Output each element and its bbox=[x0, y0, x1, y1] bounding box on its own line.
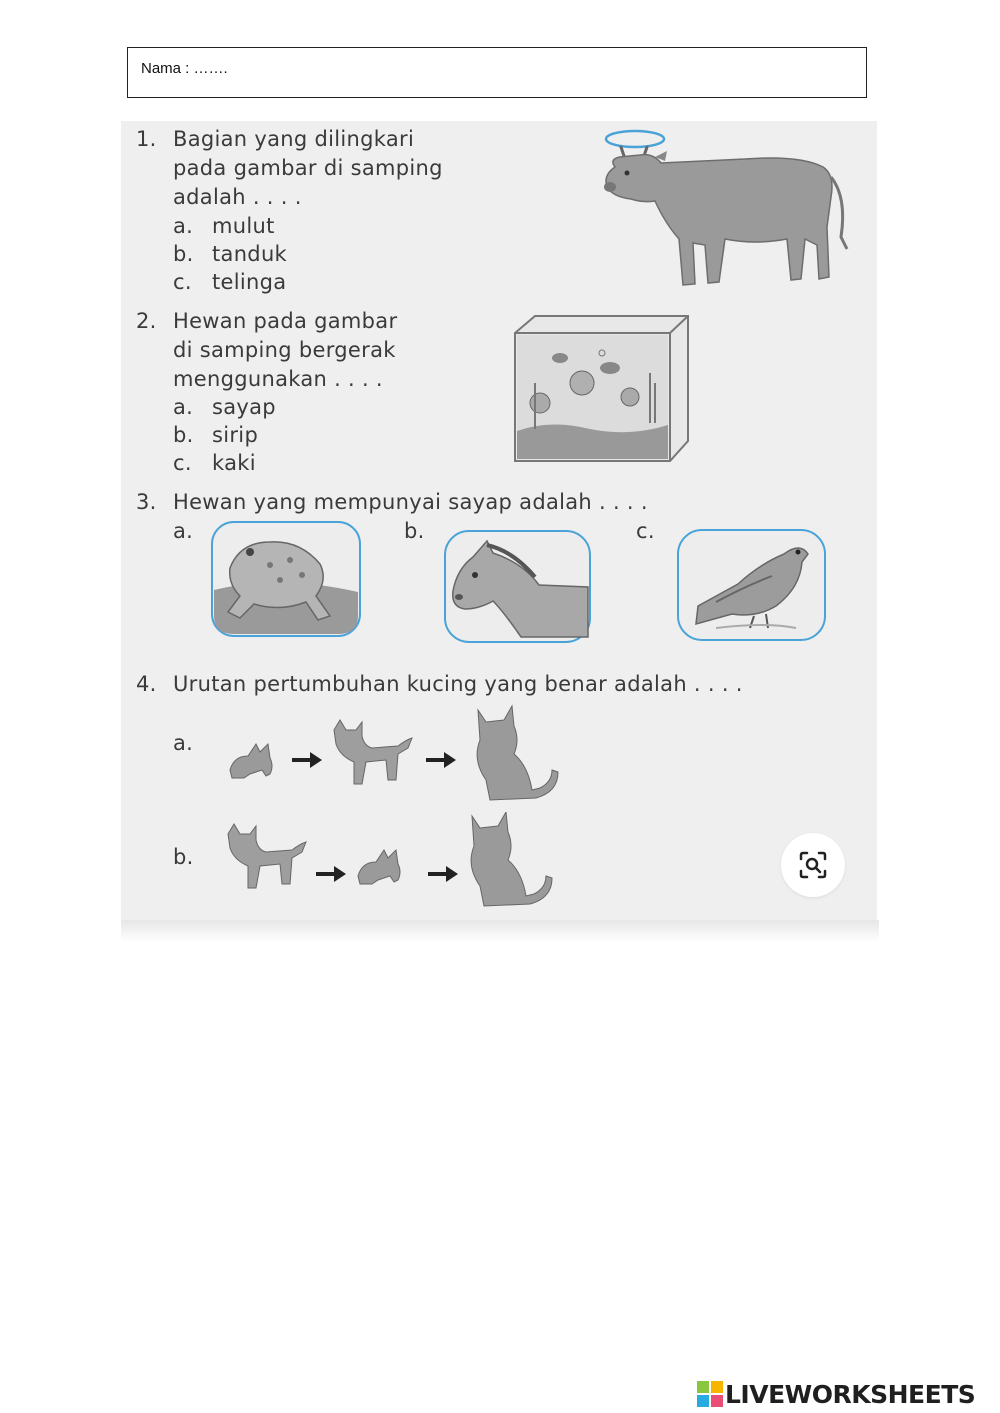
q3-number: 3. bbox=[136, 490, 157, 514]
name-label: Nama : ……. bbox=[141, 60, 228, 77]
q2-line-3: menggunakan . . . . bbox=[173, 367, 383, 391]
arrow-right-icon bbox=[428, 866, 458, 882]
kitten-icon bbox=[358, 850, 400, 884]
young-cat-icon bbox=[228, 824, 306, 888]
zoom-search-icon bbox=[781, 833, 845, 897]
q3-option-b-letter: b. bbox=[404, 519, 425, 543]
q2-line-1: Hewan pada gambar bbox=[173, 309, 398, 333]
q1-option-a-letter: a. bbox=[173, 214, 194, 238]
q3-line-1: Hewan yang mempunyai sayap adalah . . . . bbox=[173, 490, 648, 514]
q2-number: 2. bbox=[136, 309, 157, 333]
q1-option-b-letter: b. bbox=[173, 242, 194, 266]
q1-line-3: adalah . . . . bbox=[173, 185, 302, 209]
aquarium-icon bbox=[510, 313, 692, 465]
arrow-right-icon bbox=[426, 752, 456, 768]
liveworksheets-logo[interactable] bbox=[697, 1377, 975, 1411]
horse-icon[interactable] bbox=[443, 529, 592, 644]
adult-cat-icon bbox=[471, 812, 552, 906]
q4-line-1: Urutan pertumbuhan kucing yang benar adalah . . . . bbox=[173, 672, 743, 696]
q1-option-c-text: telinga bbox=[212, 270, 287, 294]
adult-cat-icon bbox=[477, 706, 558, 800]
q1-line-1: Bagian yang dilingkari bbox=[173, 127, 415, 151]
name-field-box[interactable] bbox=[127, 47, 867, 98]
q1-number: 1. bbox=[136, 127, 157, 151]
q2-option-b-letter: b. bbox=[173, 423, 194, 447]
q4-option-a-letter: a. bbox=[173, 731, 194, 755]
young-cat-icon bbox=[334, 720, 412, 784]
q4-number: 4. bbox=[136, 672, 157, 696]
zoom-button[interactable] bbox=[781, 833, 845, 897]
q4-option-b-letter: b. bbox=[173, 845, 194, 869]
liveworksheets-brand-text: LIVEWORKSHEETS bbox=[725, 1379, 976, 1409]
q2-option-b-text: sirip bbox=[212, 423, 259, 447]
frog-icon[interactable] bbox=[210, 520, 362, 638]
q1-option-a-text: mulut bbox=[212, 214, 275, 238]
q2-line-2: di samping bergerak bbox=[173, 338, 396, 362]
arrow-right-icon bbox=[292, 752, 322, 768]
q1-option-b-text: tanduk bbox=[212, 242, 288, 266]
q1-option-c-letter: c. bbox=[173, 270, 192, 294]
q2-option-c-text: kaki bbox=[212, 451, 256, 475]
cat-growth-sequence-a[interactable] bbox=[222, 700, 562, 805]
q2-option-c-letter: c. bbox=[173, 451, 192, 475]
arrow-right-icon bbox=[316, 866, 346, 882]
q2-option-a-text: sayap bbox=[212, 395, 276, 419]
q2-option-a-letter: a. bbox=[173, 395, 194, 419]
worksheet-shadow bbox=[121, 920, 879, 942]
q3-option-c-letter: c. bbox=[636, 519, 655, 543]
liveworksheets-logo-icon bbox=[697, 1381, 723, 1407]
cow-icon bbox=[595, 127, 860, 302]
bird-icon[interactable] bbox=[676, 528, 827, 642]
kitten-icon bbox=[230, 744, 272, 778]
cat-growth-sequence-b[interactable] bbox=[222, 812, 562, 917]
q3-option-a-letter: a. bbox=[173, 519, 194, 543]
q1-line-2: pada gambar di samping bbox=[173, 156, 443, 180]
